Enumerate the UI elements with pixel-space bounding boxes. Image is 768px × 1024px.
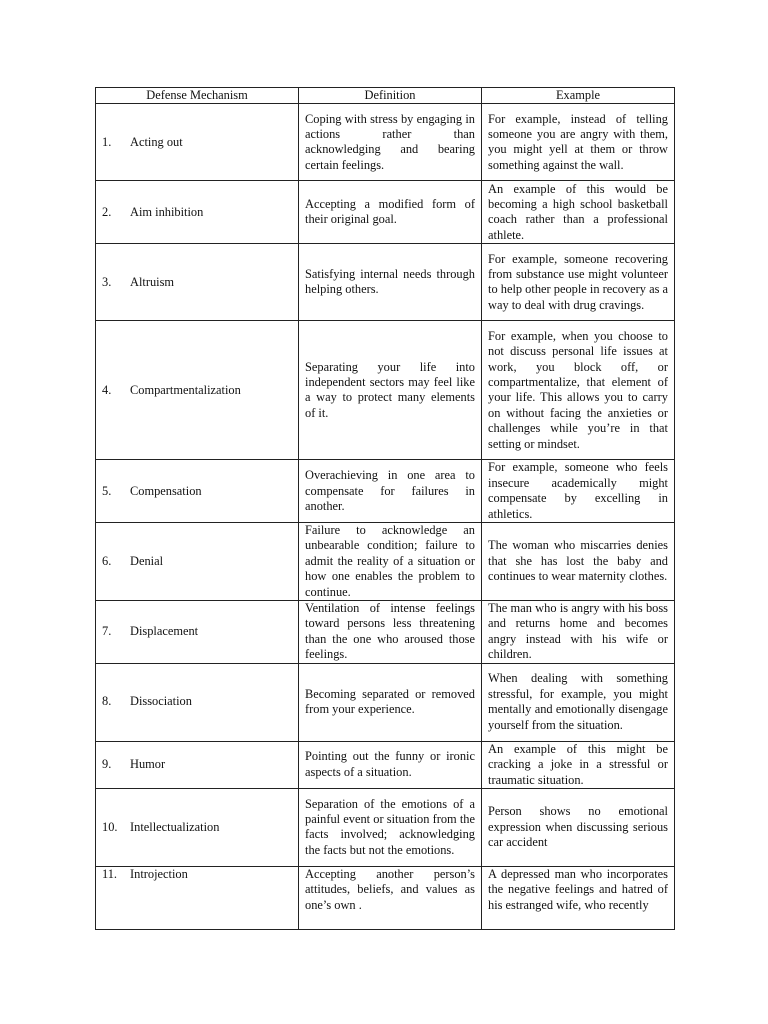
header-row	[96, 88, 675, 104]
example-cell: When dealing with something stressful, for example, you might mentally and emotionally disengage yourself from the situation.	[482, 663, 675, 741]
row-number: 1.	[102, 134, 112, 149]
header-example: Example	[482, 88, 675, 104]
definition-cell: Overachieving in one area to compensate for failures in another.	[299, 460, 482, 523]
mechanism-name: Intellectualization	[130, 819, 220, 834]
mechanism-name: Denial	[130, 553, 164, 568]
definition-cell: Accepting another person’s attitudes, beliefs, and values as one’s own .	[299, 866, 482, 929]
example-cell: For example, someone recovering from substance use might volunteer to help other people in recovery as a way to deal with drug cravings.	[482, 244, 675, 321]
definition-cell: Failure to acknowledge an unbearable condition; failure to admit the reality of a situation or how one enables the problem to continue.	[299, 523, 482, 601]
example-cell: For example, instead of telling someone you are angry with them, you might yell at them or throw something against the wall.	[482, 104, 675, 181]
definition-cell: Becoming separated or removed from your experience.	[299, 663, 482, 741]
row-number: 2.	[102, 204, 112, 219]
row-number: 4.	[102, 382, 112, 397]
row-number: 11.	[102, 866, 118, 881]
mechanism-name: Compensation	[130, 483, 202, 498]
mechanism-name: Altruism	[130, 274, 175, 289]
definition-cell: Ventilation of intense feelings toward persons less threatening than the one who aroused those feelings.	[299, 601, 482, 664]
mechanism-name: Humor	[130, 757, 166, 772]
example-cell: An example of this might be cracking a joke in a stressful or traumatic situation.	[482, 741, 675, 788]
example-cell: Person shows no emotional expression when discussing serious car accident	[482, 788, 675, 866]
definition-cell: Coping with stress by engaging in actions rather than acknowledging and bearing certain feelings.	[299, 104, 482, 181]
table-row	[96, 663, 675, 741]
example-text: A depressed man who incorporates the negative feelings and hatred of his estranged wife, who recently	[488, 866, 668, 912]
example-cell: For example, someone who feels insecure academically might compensate by excelling in athletics.	[482, 460, 675, 523]
example-cell: The man who is angry with his boss and returns home and becomes angry instead with his wife or children.	[482, 601, 675, 664]
table-row	[96, 321, 675, 460]
mechanism-cell	[96, 788, 299, 866]
table-row	[96, 601, 675, 664]
defense-mechanism-table	[95, 87, 675, 930]
table-row	[96, 741, 675, 788]
mechanism-name: Compartmentalization	[130, 382, 241, 397]
mechanism-name: Acting out	[130, 134, 183, 149]
definition-cell: Accepting a modified form of their original goal.	[299, 181, 482, 244]
mechanism-cell	[96, 460, 299, 523]
table-row	[96, 181, 675, 244]
row-number: 5.	[102, 483, 112, 498]
example-cell: An example of this would be becoming a high school basketball coach rather than a professional athlete.	[482, 181, 675, 244]
mechanism-cell	[96, 601, 299, 664]
mechanism-cell	[96, 244, 299, 321]
header-definition: Definition	[299, 88, 482, 104]
mechanism-cell	[96, 866, 299, 929]
mechanism-name: Displacement	[130, 624, 199, 639]
example-cell: The woman who miscarries denies that she has lost the baby and continues to wear maternity clothes.	[482, 523, 675, 601]
mechanism-name: Aim inhibition	[130, 204, 204, 219]
row-number: 9.	[102, 757, 112, 772]
mechanism-cell	[96, 523, 299, 601]
mechanism-cell	[96, 321, 299, 460]
table-row	[96, 523, 675, 601]
row-number: 7.	[102, 624, 112, 639]
table-row	[96, 788, 675, 866]
definition-cell: Satisfying internal needs through helping others.	[299, 244, 482, 321]
mechanism-name: Introjection	[130, 866, 188, 881]
definition-cell: Separation of the emotions of a painful event or situation from the facts involved; acknowledging the facts but not the emotions.	[299, 788, 482, 866]
row-number: 6.	[102, 553, 112, 568]
mechanism-cell	[96, 741, 299, 788]
mechanism-cell	[96, 104, 299, 181]
row-number: 10.	[102, 819, 118, 834]
example-cell: For example, when you choose to not discuss personal life issues at work, you block off, or compartmentalize, that element of your life. This allows you to carry on without facing the anxieties or challenges while you’re in that setting or mindset.	[482, 321, 675, 460]
table-row	[96, 244, 675, 321]
row-number: 8.	[102, 694, 112, 709]
definition-cell: Pointing out the funny or ironic aspects of a situation.	[299, 741, 482, 788]
header-mechanism: Defense Mechanism	[96, 88, 299, 104]
table-row	[96, 460, 675, 523]
definition-cell: Separating your life into independent sectors may feel like a way to protect many elements of it.	[299, 321, 482, 460]
row-number: 3.	[102, 274, 112, 289]
table-row	[96, 866, 675, 929]
example-cell	[482, 866, 675, 929]
mechanism-cell	[96, 663, 299, 741]
mechanism-cell	[96, 181, 299, 244]
mechanism-name: Dissociation	[130, 694, 192, 709]
table-row	[96, 104, 675, 181]
